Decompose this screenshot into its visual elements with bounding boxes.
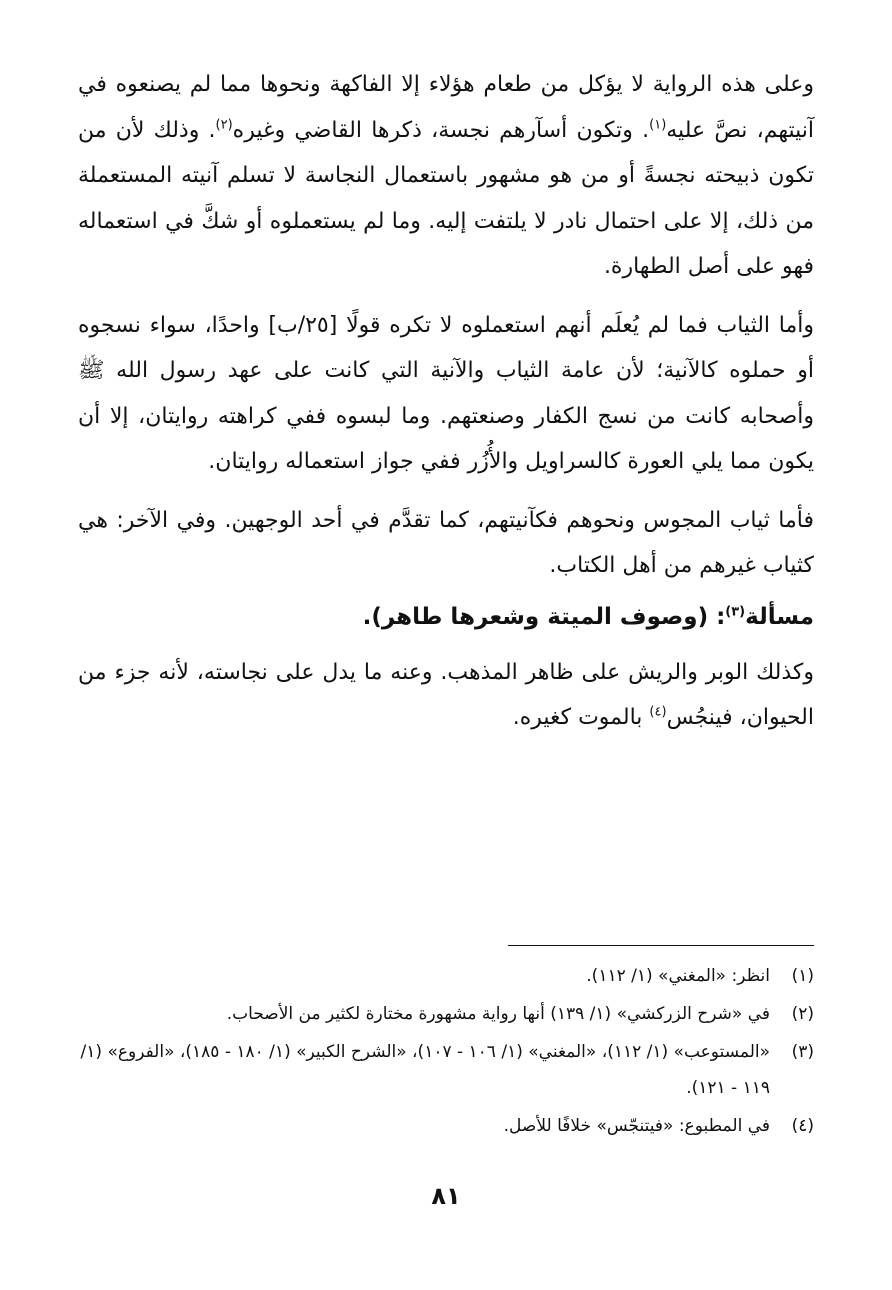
paragraph-text: وعلى هذه الرواية لا يؤكل من طعام هؤلاء إلا الفاكهة ونحوها مما لم يصنعوه في آنيتهم، نصَّ عليه [78, 72, 814, 143]
paragraph-1 [78, 62, 814, 290]
footnote-text: في «شرح الزركشي» (١/ ١٣٩) أنها رواية مشهورة مختارة لكثير من الأصحاب. [226, 1004, 770, 1024]
footnote-number: (٤) [791, 1116, 814, 1136]
footnote-1 [78, 958, 814, 994]
heading-lead: مسألة [745, 603, 814, 630]
footnote-separator [508, 945, 814, 946]
paragraph-4 [78, 650, 814, 741]
footnote-ref-3[interactable]: (٣) [725, 603, 746, 619]
footnote-4 [78, 1108, 814, 1144]
paragraph-text: . وتكون أسآرهم نجسة، ذكرها القاضي وغيره [232, 117, 650, 143]
paragraph-text: بالموت كغيره. [512, 705, 650, 730]
heading-text: : (وصوف الميتة وشعرها طاهر). [362, 603, 726, 630]
footnote-ref-2[interactable]: (٢) [215, 117, 233, 133]
section-heading [78, 595, 814, 640]
paragraph-3: فأما ثياب المجوس ونحوهم فكآنيتهم، كما تقدَّم في أحد الوجهين. وفي الآخر: هي كثياب غيرهم من أهل الكتاب. [78, 507, 814, 578]
footnote-3 [78, 1034, 814, 1106]
paragraph-2: وأما الثياب فما لم يُعلَم أنهم استعملوه لا تكره قولًا [٢٥/ب] واحدًا، سواء نسجوه أو حملوه كالآنية؛ لأن عامة الثياب والآنية التي كانت على عهد رسول الله ﷺ وأصحابه كانت من نسج الكفار وصنعتهم. وما لبسوه ففي كراهته روايتان، إلا أن يكون مما يلي العورة كالسراويل والأُزُر ففي جواز استعماله روايتان. [78, 312, 814, 474]
paragraph-text: . وذلك لأن من تكون ذبيحته نجسةً أو من هو مشهور باستعمال النجاسة لا تسلم آنيته المستعملة من ذلك، إلا على احتمال نادر لا يلتفت إليه. وما لم يستعملوه أو شكَّ في استعماله فهو على أصل الطهارة. [78, 117, 814, 279]
footnote-text: انظر: «المغني» (١/ ١١٢). [586, 966, 770, 986]
paragraph-text: وكذلك الوبر والريش على ظاهر المذهب. وعنه ما يدل على نجاسته، لأنه جزء من الحيوان، فينجُس [78, 659, 814, 730]
footnote-text: في المطبوع: «فيتنجّس» خلافًا للأصل. [503, 1116, 770, 1136]
footnote-number: (١) [791, 966, 814, 986]
footnote-ref-1[interactable]: (١) [649, 117, 667, 133]
footnote-number: (٢) [791, 1004, 814, 1024]
footnote-2 [78, 996, 814, 1032]
footnote-number: (٣) [791, 1042, 814, 1062]
footnote-ref-4[interactable]: (٤) [649, 704, 667, 720]
footnotes [78, 958, 814, 1146]
page-number: ٨١ [431, 1182, 461, 1210]
main-text [78, 62, 814, 741]
footnote-text: «المستوعب» (١/ ١١٢)، «المغني» (١/ ١٠٦ - ١٠٧)، «الشرح الكبير» (١/ ١٨٠ - ١٨٥)، «الفروع» (١/ ١١٩ - ١٢١). [80, 1042, 770, 1098]
